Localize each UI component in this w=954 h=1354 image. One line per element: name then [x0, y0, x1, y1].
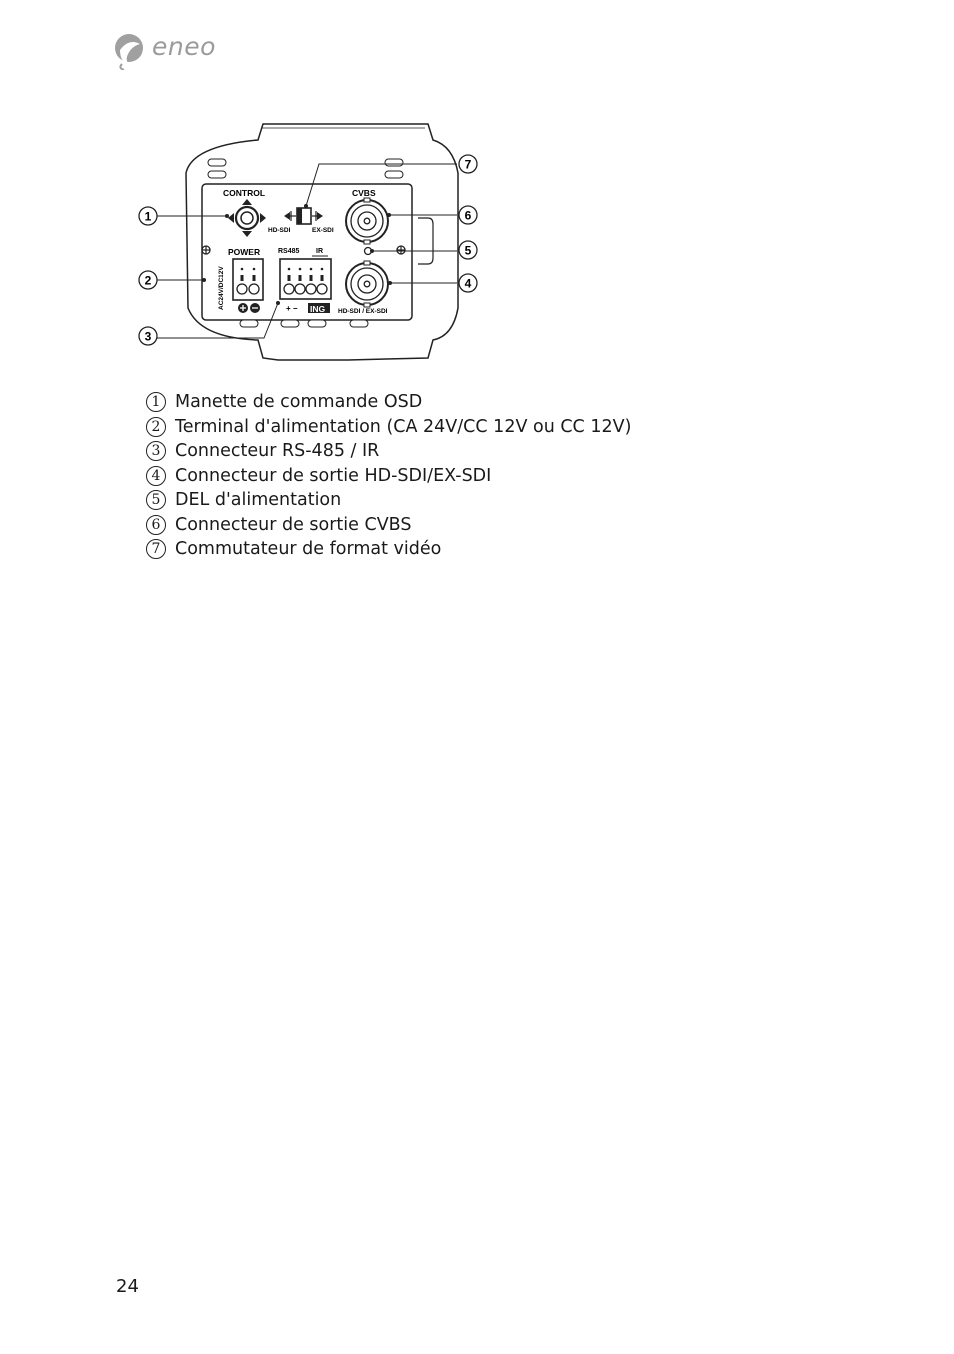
logo-text: eneo	[152, 32, 216, 61]
legend-text: Connecteur de sortie CVBS	[175, 514, 412, 535]
hd-sdi-bnc-connector	[346, 261, 388, 307]
label-cvbs: CVBS	[352, 188, 376, 198]
legend-text: Connecteur RS-485 / IR	[175, 441, 380, 462]
svg-text:7: 7	[464, 157, 472, 172]
svg-text:3: 3	[144, 329, 152, 344]
cvbs-bnc-connector	[346, 198, 388, 244]
label-hd-ex-sdi: HD-SDI / EX-SDI	[338, 308, 388, 315]
eneo-logo-icon	[112, 30, 150, 70]
screw-icon-right	[397, 246, 405, 254]
callout-6	[459, 206, 477, 224]
legend-item	[146, 390, 631, 415]
screw-icon-left	[202, 246, 210, 254]
legend-text: Commutateur de format vidéo	[175, 539, 442, 560]
label-hd-sdi: HD-SDI	[268, 227, 291, 234]
legend-number: 3	[146, 441, 166, 461]
callout-3	[139, 327, 157, 345]
legend-number: 7	[146, 539, 166, 559]
label-ac-dc: AC24V/DC12V	[218, 266, 225, 310]
eneo-logo	[112, 30, 222, 74]
label-ir: IR	[316, 248, 323, 255]
legend-number: 2	[146, 417, 166, 437]
legend-text: Connecteur de sortie HD-SDI/EX-SDI	[175, 465, 492, 486]
rs485-ir-terminal	[280, 259, 331, 299]
callout-7	[459, 155, 477, 173]
legend-item	[146, 464, 631, 489]
page-number: 24	[116, 1276, 139, 1297]
legend-number: 6	[146, 515, 166, 535]
callout-1	[139, 207, 157, 225]
svg-text:6: 6	[464, 208, 472, 223]
svg-text:1: 1	[144, 209, 152, 224]
callout-2	[139, 271, 157, 289]
label-power: POWER	[228, 247, 261, 257]
label-plus-minus: + −	[286, 304, 298, 313]
legend-number: 5	[146, 490, 166, 510]
legend-item	[146, 439, 631, 464]
legend-item	[146, 513, 631, 538]
label-ing: ING	[310, 304, 326, 314]
svg-text:4: 4	[464, 276, 472, 291]
svg-text:2: 2	[144, 273, 152, 288]
callout-4	[459, 274, 477, 292]
legend-text: Manette de commande OSD	[175, 392, 423, 413]
legend-text: Terminal d'alimentation (CA 24V/CC 12V ou CC 12V)	[175, 416, 632, 437]
label-ex-sdi: EX-SDI	[312, 227, 334, 234]
legend-number: 1	[146, 392, 166, 412]
label-rs485: RS485	[278, 248, 300, 255]
camera-rear-panel-diagram	[128, 118, 498, 368]
legend-item	[146, 488, 631, 513]
legend-item	[146, 415, 631, 440]
callout-5	[459, 241, 477, 259]
side-knob	[418, 218, 433, 264]
legend-number: 4	[146, 466, 166, 486]
component-legend	[146, 390, 631, 562]
label-control: CONTROL	[223, 188, 266, 198]
svg-text:5: 5	[464, 243, 472, 258]
legend-item	[146, 537, 631, 562]
legend-text: DEL d'alimentation	[175, 490, 342, 511]
